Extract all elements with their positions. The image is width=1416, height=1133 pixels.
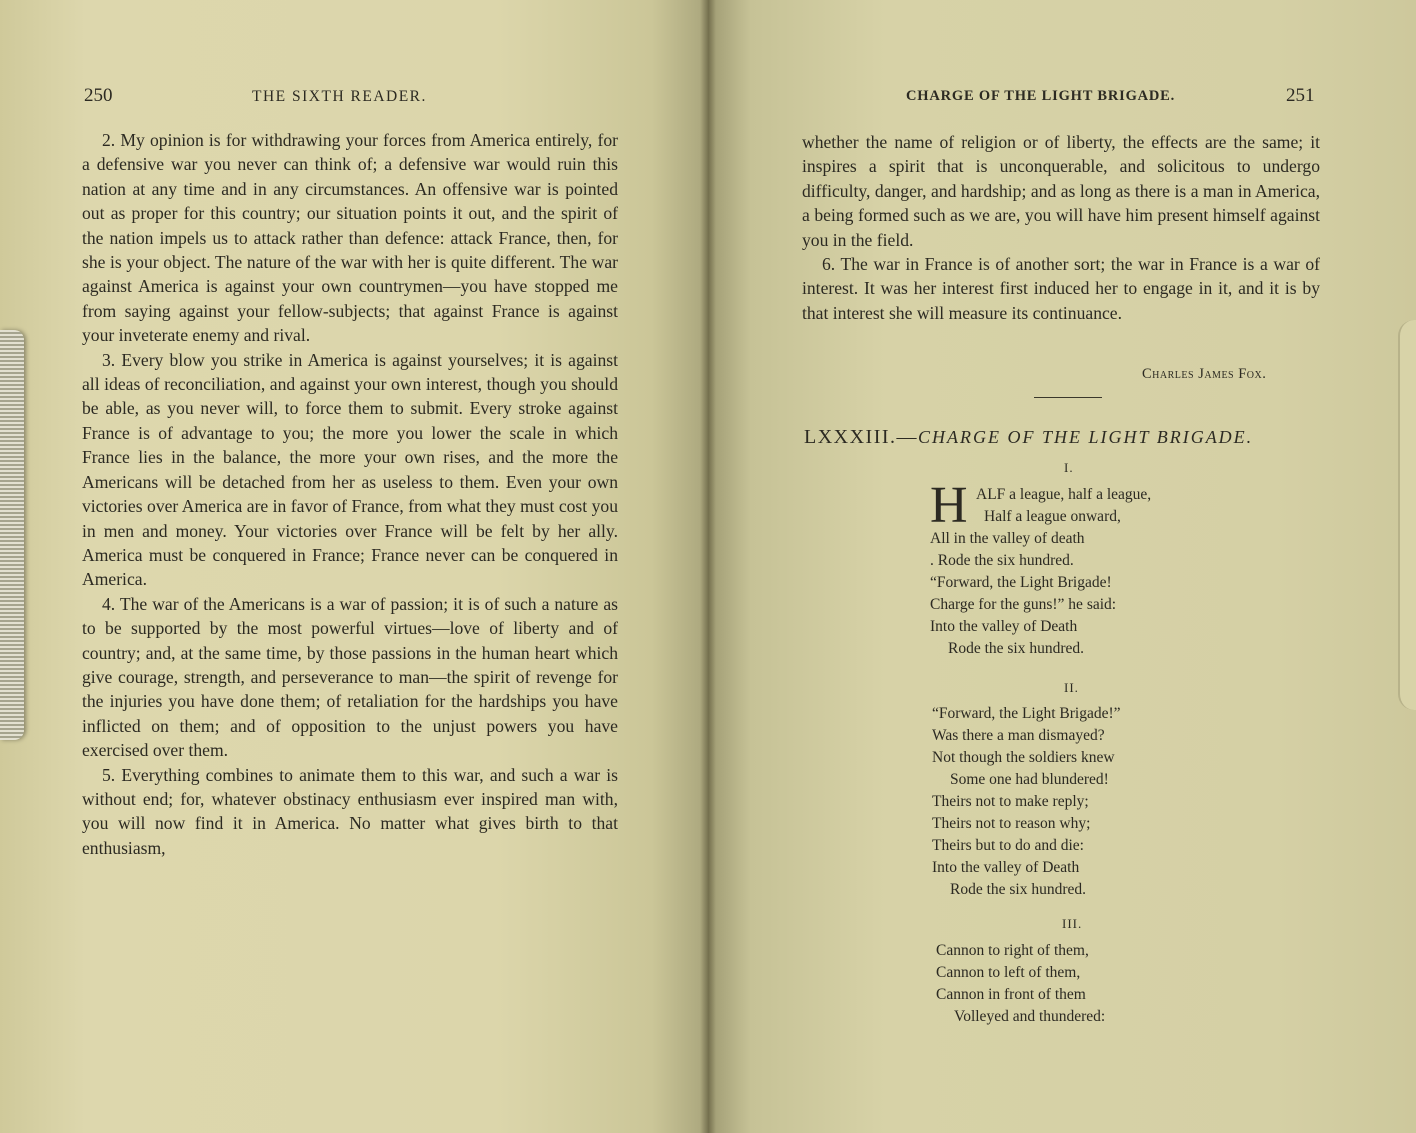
poem-line: “Forward, the Light Brigade!”	[932, 705, 1121, 722]
poem-line: ALF a league, half a league,	[976, 486, 1152, 503]
right-page-body	[802, 130, 1320, 325]
author-signature: Charles James Fox.	[1142, 366, 1267, 382]
left-page-body	[82, 128, 618, 860]
poem-line: Charge for the guns!” he said:	[930, 596, 1117, 613]
page-number-left: 250	[84, 85, 113, 106]
paragraph-3: 3. Every blow you strike in America is against yourselves; it is against all ideas of reconciliation, and against your own interest, though you should be able, as you never will, to force them to submit. Every stroke against France is of advantage to you; the more you lower the scale in which France lies in the balance, the more your own rises, and the more the Americans will be detached from her as useless to them. Even your own victories over America are in favor of France, from what they must cost you in men and money. Your victories over France will be felt by her ally. America must be conquered in France; France never can be conquered in America.	[82, 349, 618, 590]
paragraph-4: 4. The war of the Americans is a war of passion; it is of such a nature as to be supported by the most powerful virtues—love of liberty and of country; and, at the same time, by those passions in the human heart which give courage, strength, and perseverance to man—the spirit of revenge for the injuries you have done them; of retaliation for the hardships you have inflicted on them; and of opposition to the unjust powers you have exercised over them.	[82, 593, 618, 761]
poem-line: Rode the six hundred.	[950, 881, 1087, 898]
lesson-title-text: CHARGE OF THE LIGHT BRIGADE.	[918, 427, 1254, 447]
poem-line: Theirs but to do and die:	[932, 837, 1084, 854]
poem-line: Into the valley of Death	[932, 859, 1080, 876]
paragraph-5-continued: whether the name of religion or of liberty, the effects are the same; it inspires a spirit that is unconquerable, and solicitous to undergo difficulty, danger, and hardship; and as long as there is a man in America, a being formed such as we are, you will have him present himself against you in the field.	[802, 132, 1320, 250]
poem-line: All in the valley of death	[930, 530, 1085, 547]
paragraph-6: 6. The war in France is of another sort; the war in France is a war of interest. It was her interest first induced her to engage in it, and it is by that interest she will measure its continuance.	[802, 254, 1320, 323]
book-gutter	[700, 0, 716, 1133]
lesson-title	[804, 426, 1253, 449]
stanza-1	[930, 477, 1152, 660]
stanza-numeral-1: I.	[1064, 460, 1074, 475]
poem-line: Cannon to right of them,	[936, 942, 1089, 959]
stanza-3	[936, 940, 1105, 1028]
poem-line: Rode the six hundred.	[948, 640, 1085, 657]
poem-line: Some one had blundered!	[950, 771, 1109, 788]
poem-line: Was there a man dismayed?	[932, 727, 1105, 744]
section-divider	[1034, 397, 1102, 398]
stanza-2	[932, 703, 1121, 901]
poem-line: Theirs not to make reply;	[932, 793, 1089, 810]
poem-line: Volleyed and thundered:	[954, 1008, 1106, 1025]
lesson-number: LXXXIII.—	[804, 426, 919, 448]
book-edge-tab-right	[1398, 320, 1416, 710]
running-head-right: CHARGE OF THE LIGHT BRIGADE.	[906, 88, 1176, 104]
book-edge-tab	[0, 330, 24, 740]
poem-line: Half a league onward,	[984, 508, 1121, 525]
poem-line: Theirs not to reason why;	[932, 815, 1091, 832]
poem-line: Cannon to left of them,	[936, 964, 1081, 981]
poem-line: “Forward, the Light Brigade!	[930, 574, 1112, 591]
running-head-left: THE SIXTH READER.	[252, 88, 427, 105]
poem-line: Not though the soldiers knew	[932, 749, 1115, 766]
poem-line: Cannon in front of them	[936, 986, 1086, 1003]
drop-cap: H	[930, 477, 968, 534]
paragraph-2: 2. My opinion is for withdrawing your forces from America entirely, for a defensive war you never can think of; a defensive war would ruin this nation at any time and in any circumstances. An offensive war is pointed out as proper for this country; our situation points it out, and the spirit of the nation impels us to attack rather than defence: attack France, then, for she is your object. The nature of the war with her is quite different. The war against America is against your own countrymen—you have stopped me from saying against your fellow-subjects; that against France is against your inveterate enemy and rival.	[82, 130, 618, 346]
poem-line: Into the valley of Death	[930, 618, 1078, 635]
page-number-right: 251	[1286, 85, 1315, 106]
paragraph-5: 5. Everything combines to animate them to this war, and such a war is without end; for, whatever obstinacy enthusiasm ever inspired man with, you will now find it in America. No matter what gives birth to that enthusiasm,	[82, 764, 618, 858]
stanza-numeral-3: III.	[1062, 916, 1083, 931]
stanza-numeral-2: II.	[1064, 680, 1079, 695]
poem-line: . Rode the six hundred.	[930, 552, 1074, 569]
